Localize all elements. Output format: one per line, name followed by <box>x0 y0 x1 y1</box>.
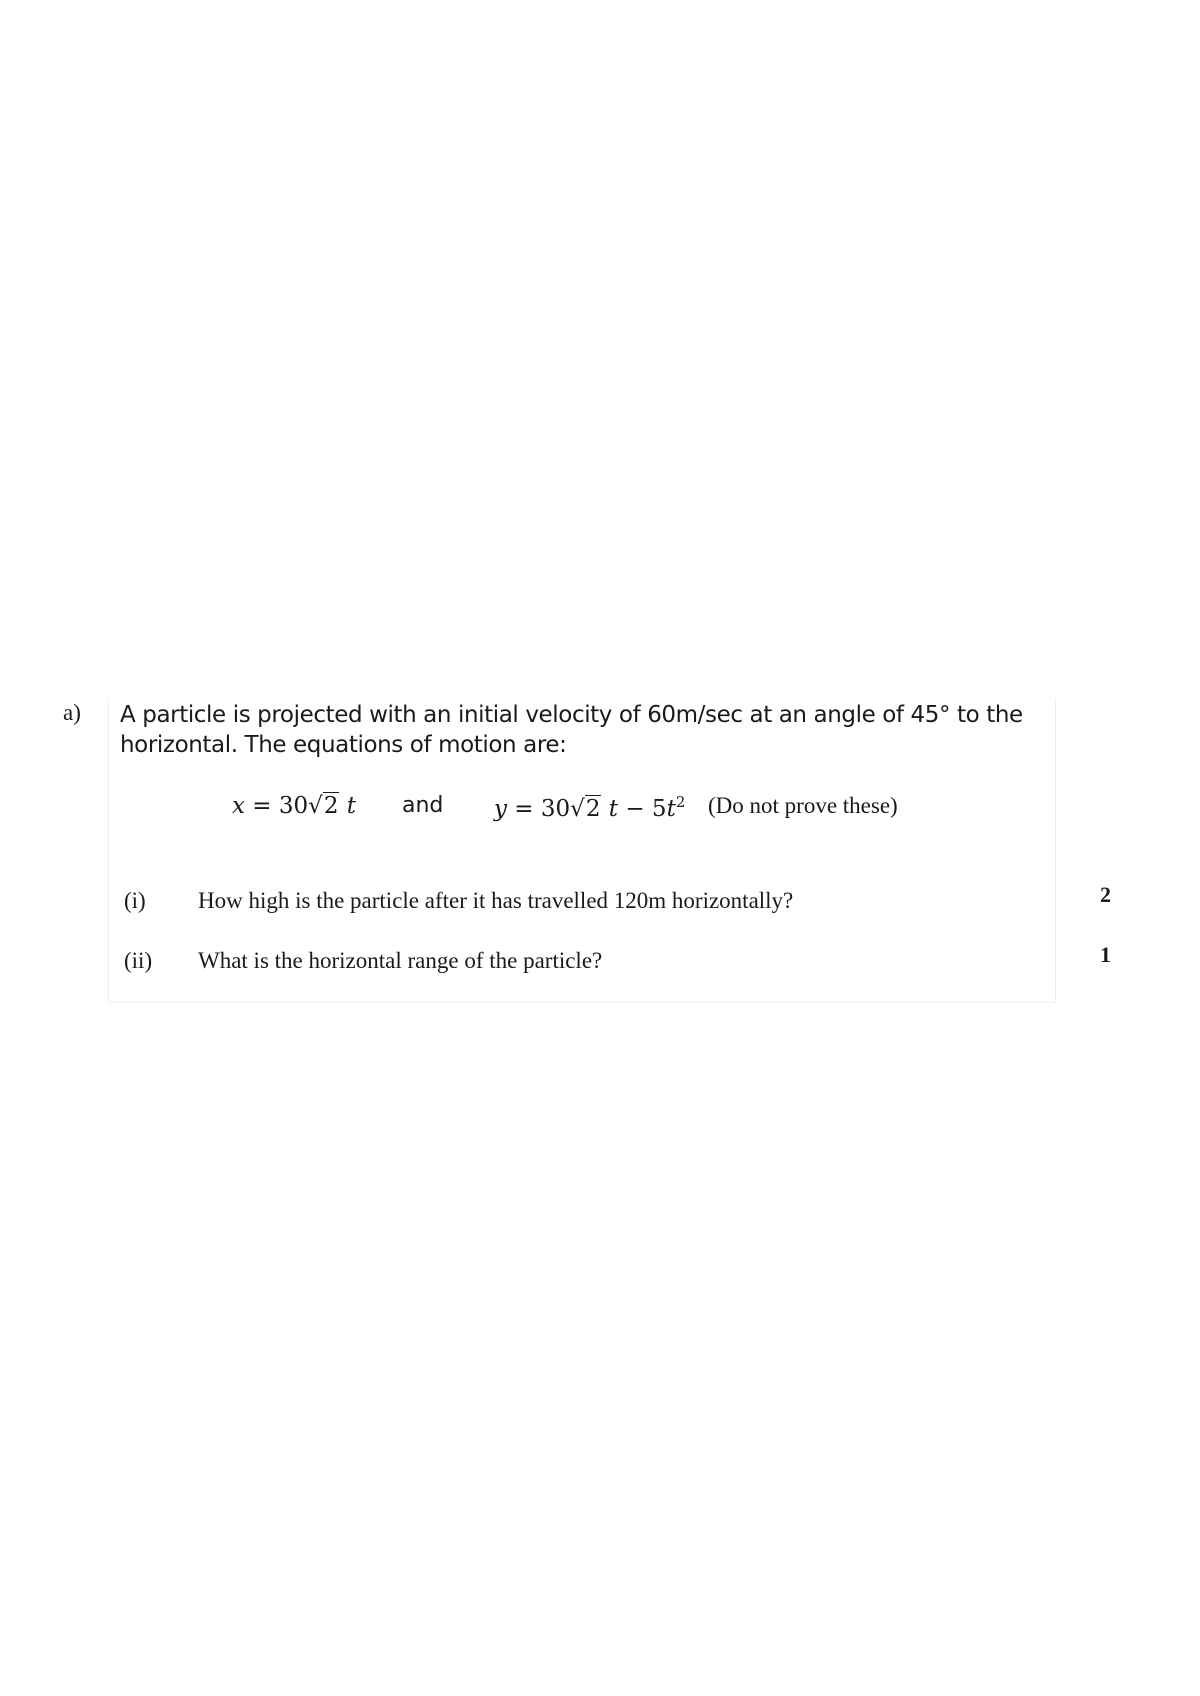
part-label: a) <box>63 700 81 725</box>
sub-question-label: (ii) <box>124 948 153 973</box>
equation-note: (Do not prove these) <box>708 793 898 818</box>
equation-y: y = 30√2 $t - 5t^2$ <box>494 793 686 822</box>
sub-question-text: What is the horizontal range of the particle? <box>198 948 603 973</box>
square-root-symbol: √2 <box>570 796 601 822</box>
question-stem <box>120 700 1040 760</box>
equation-x: x = 30√2 t <box>232 793 357 819</box>
equation-conjunction: and <box>402 793 444 818</box>
marks-value: 2 <box>1100 882 1111 907</box>
sub-question-text: How high is the particle after it has travelled 120m horizontally? <box>198 888 794 913</box>
marks-value: 1 <box>1100 942 1111 967</box>
square-root-symbol: √2 <box>308 793 339 819</box>
sub-question-label: (i) <box>124 888 146 913</box>
stem-line-1: A particle is projected with an initial velocity of 60m/sec at an angle of 45° to the <box>120 702 1023 728</box>
stem-line-2: horizontal. The equations of motion are: <box>120 732 567 758</box>
